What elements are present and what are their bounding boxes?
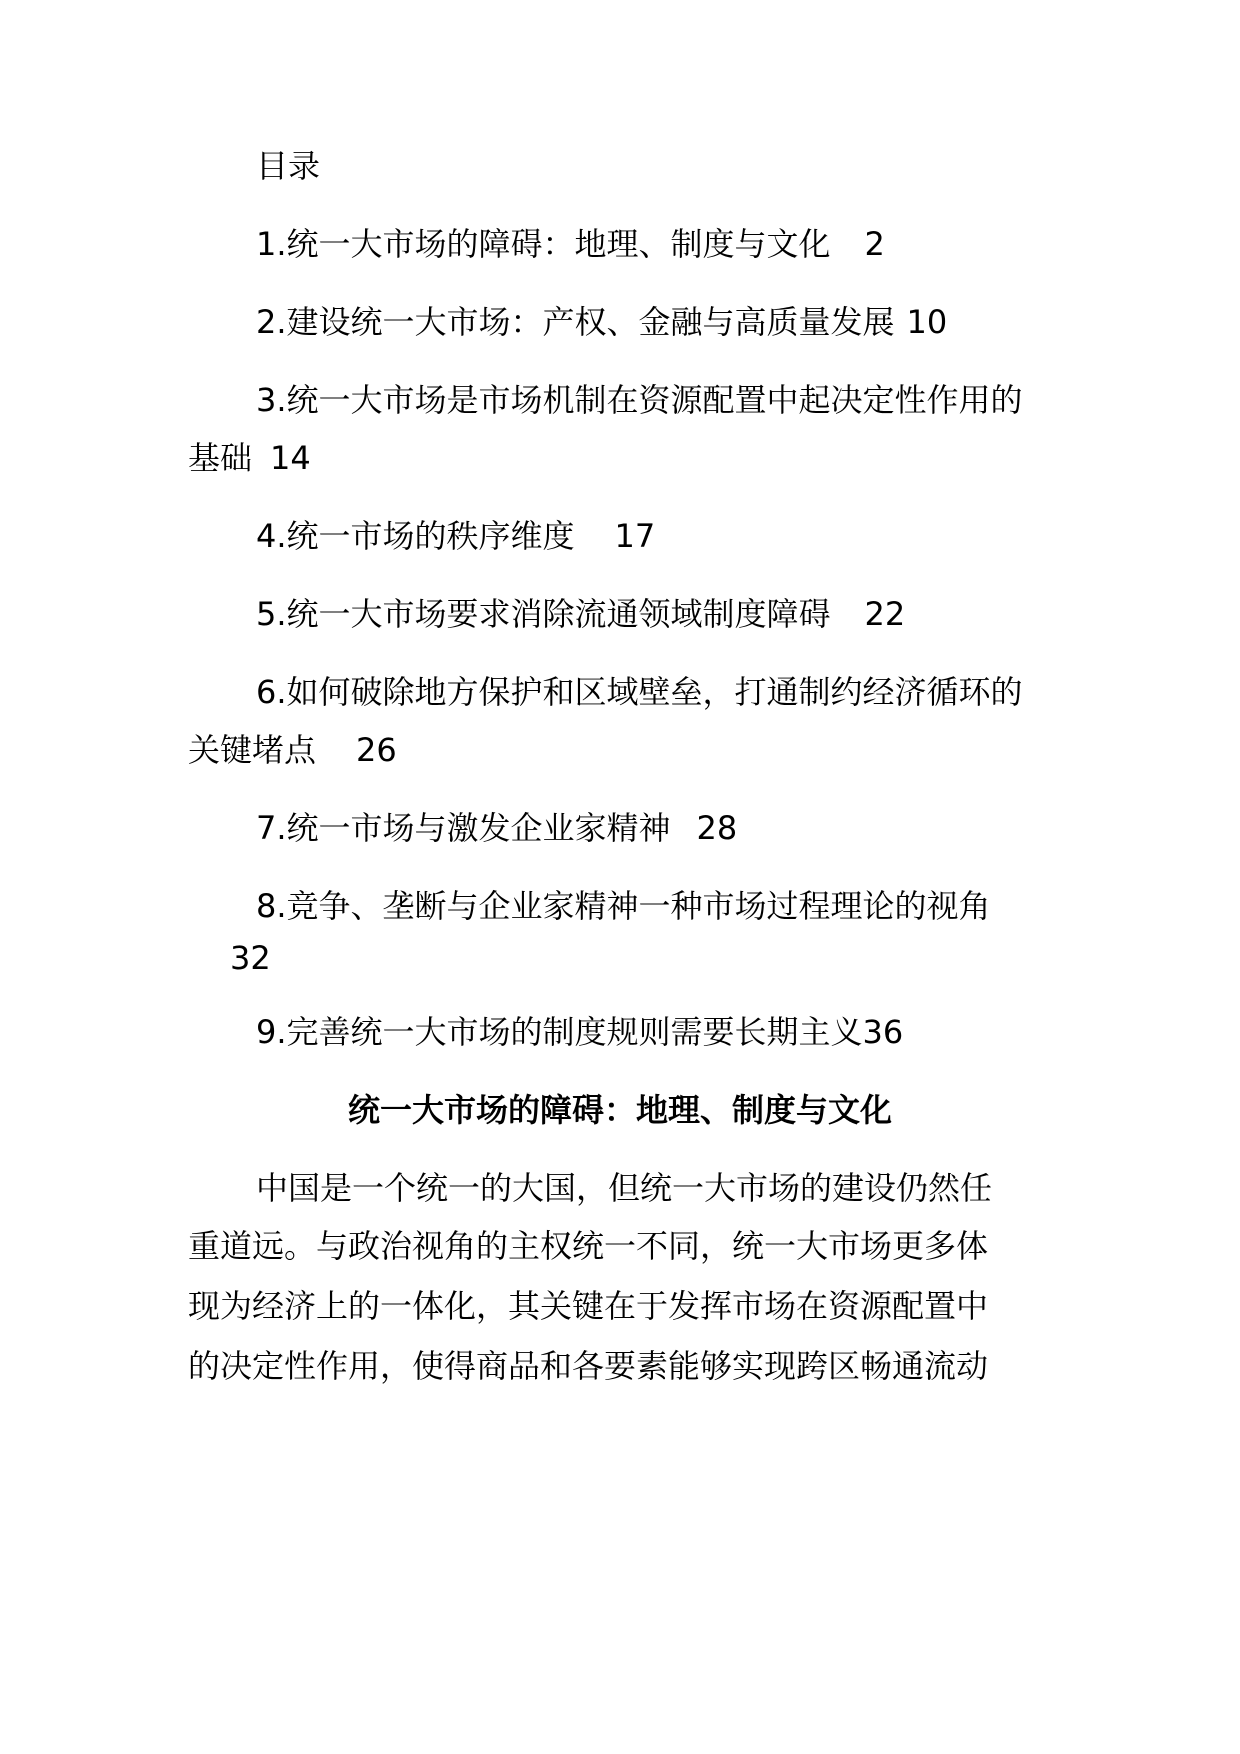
toc-entry-text: 7.统一市场与激发企业家精神 [256, 809, 671, 847]
toc-page-number: 36 [862, 1013, 904, 1051]
paragraph-line: 重道远。与政治视角的主权统一不同，统一大市场更多体 [188, 1227, 989, 1265]
toc-entry-8: 8.竞争、垄断与企业家精神一种市场过程理论的视角 [256, 887, 991, 925]
toc-entry-9 [256, 1012, 1126, 1052]
toc-page-number: 17 [614, 517, 656, 555]
toc-entry-2 [256, 302, 1126, 342]
toc-entry-text: 9.完善统一大市场的制度规则需要长期主义 [256, 1013, 863, 1051]
paragraph-line: 的决定性作用，使得商品和各要素能够实现跨区畅通流动 [188, 1347, 989, 1385]
toc-entry-3: 3.统一大市场是市场机制在资源配置中起决定性作用的 [256, 381, 1023, 419]
toc-page-number: 28 [696, 809, 738, 847]
toc-entry-text: 1.统一大市场的障碍：地理、制度与文化 [256, 225, 831, 263]
toc-entry-text: 基础 [188, 439, 253, 477]
toc-page-number: 32 [230, 939, 271, 977]
toc-entry-6-cont [188, 730, 1058, 770]
toc-page-number: 22 [864, 595, 906, 633]
toc-entry-1 [256, 224, 1126, 264]
toc-entry-6: 6.如何破除地方保护和区域壁垒，打通制约经济循环的 [256, 673, 1023, 711]
toc-entry-text: 4.统一市场的秩序维度 [256, 517, 575, 555]
toc-entry-text: 5.统一大市场要求消除流通领域制度障碍 [256, 595, 831, 633]
toc-page-number: 10 [906, 303, 948, 341]
toc-entry-4 [256, 516, 1126, 556]
toc-entry-text: 2.建设统一大市场：产权、金融与高质量发展 [256, 303, 895, 341]
toc-page-number: 14 [270, 439, 311, 477]
toc-entry-5 [256, 594, 1126, 634]
paragraph-line: 中国是一个统一的大国，但统一大市场的建设仍然任 [256, 1169, 993, 1207]
toc-page-number: 26 [356, 731, 397, 769]
toc-entry-3-cont [188, 438, 1058, 478]
toc-entry-7 [256, 808, 1126, 848]
toc-page-number: 2 [864, 225, 885, 263]
section-heading: 统一大市场的障碍：地理、制度与文化 [347, 1091, 892, 1129]
toc-title: 目录 [256, 147, 321, 185]
toc-entry-text: 关键堵点 [188, 731, 317, 769]
paragraph-line: 现为经济上的一体化，其关键在于发挥市场在资源配置中 [188, 1287, 989, 1325]
